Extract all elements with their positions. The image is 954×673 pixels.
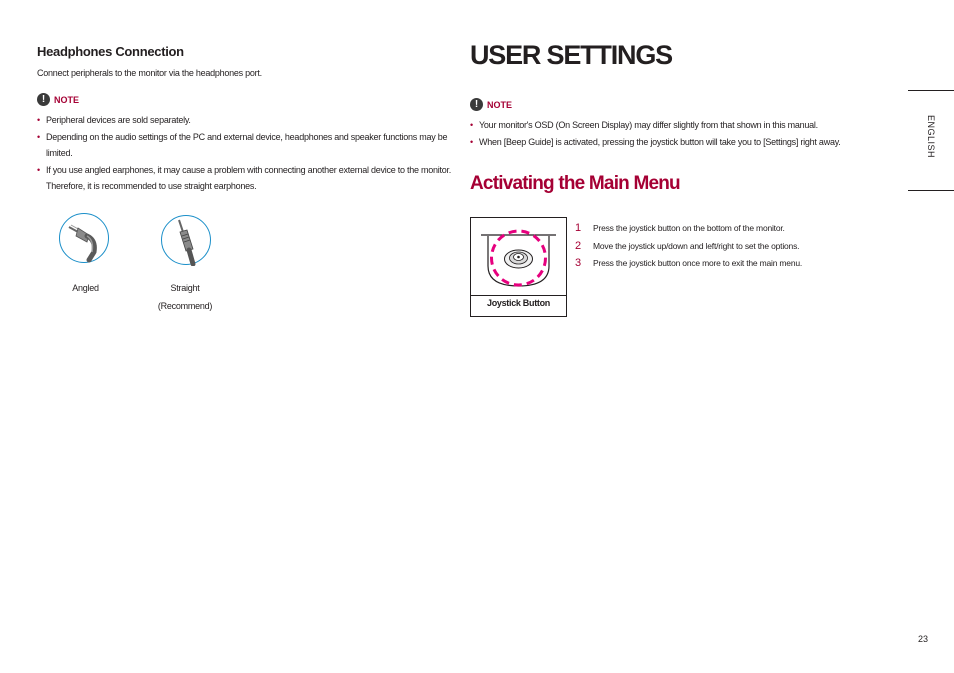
straight-plug-icon <box>160 214 212 266</box>
exclamation-icon: ! <box>37 93 50 106</box>
page-number: 23 <box>918 634 929 644</box>
angled-plug-illustration <box>58 212 110 264</box>
note-label: NOTE <box>487 99 513 110</box>
note-item: • Peripheral devices are sold separately. <box>37 112 457 128</box>
step-text: Press the joystick button once more to exit the main menu. <box>593 258 803 268</box>
step-number: 2 <box>575 239 581 252</box>
joystick-figure <box>470 217 567 317</box>
intro-text: Connect peripherals to the monitor via the headphones port. <box>37 68 262 78</box>
note-list-left <box>37 112 457 195</box>
page-title: USER SETTINGS <box>470 40 672 70</box>
step-number: 3 <box>575 257 581 269</box>
side-tab-top-line <box>908 90 954 91</box>
note-header-left <box>37 93 79 106</box>
language-tab: ENGLISH <box>926 115 936 159</box>
note-item: • When [Beep Guide] is activated, pressing the joystick button will take you to [Settings] right away. <box>470 134 890 150</box>
step-item <box>575 222 875 240</box>
section-heading-headphones: Headphones Connection <box>37 44 184 59</box>
note-item: • If you use angled earphones, it may cause a problem with connecting another external device to the monitor. Therefore, it is recommended to use straight earphones. <box>37 162 457 194</box>
step-number: 1 <box>575 222 581 234</box>
joystick-button-icon <box>471 218 566 296</box>
figure-caption: Joystick Button <box>486 298 550 308</box>
angled-plug-icon <box>58 212 110 264</box>
steps-list <box>575 222 875 275</box>
step-item <box>575 240 875 258</box>
plug-label-angled: Angled <box>72 283 99 293</box>
section-title-main-menu: Activating the Main Menu <box>470 173 680 194</box>
note-item: • Depending on the audio settings of the PC and external device, headphones and speaker functions may be limited. <box>37 129 457 161</box>
note-label: NOTE <box>54 94 80 105</box>
plug-label-straight: Straight <box>170 283 200 293</box>
note-list-right <box>470 117 890 151</box>
note-item: • Your monitor's OSD (On Screen Display) may differ slightly from that shown in this manual. <box>470 117 890 133</box>
straight-plug-illustration <box>160 214 212 266</box>
side-tab-bottom-line <box>908 190 954 191</box>
step-text: Move the joystick up/down and left/right to set the options. <box>593 240 800 251</box>
plug-sublabel-straight: (Recommend) <box>157 301 213 311</box>
figure-divider <box>471 295 566 296</box>
step-text: Press the joystick button on the bottom of the monitor. <box>593 223 785 233</box>
exclamation-icon: ! <box>470 98 483 111</box>
step-item <box>575 257 875 275</box>
note-header-right <box>470 98 512 111</box>
